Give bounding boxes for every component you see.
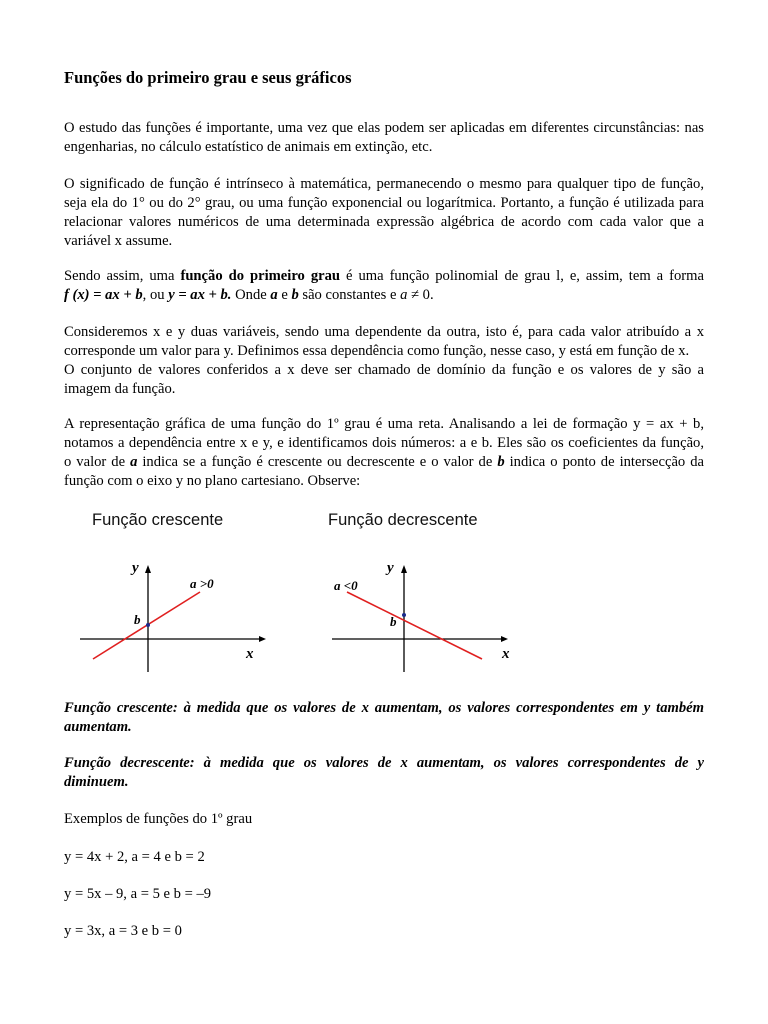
text-span: indica se a função é crescente ou decrescente e o valor de xyxy=(137,454,498,470)
y-axis-arrow xyxy=(145,565,151,573)
text-line xyxy=(64,286,704,305)
text-line: notamos a dependência entre x e y, e identificamos dois números: a e b. Eles são os coeficientes da função, xyxy=(64,435,704,451)
text-line: O conjunto de valores conferidos a x deve ser chamado de domínio da função e os valores de y são a xyxy=(64,362,704,378)
text-line xyxy=(64,267,704,286)
text-line: imagem da função. xyxy=(64,381,176,397)
chart-increasing xyxy=(80,552,270,672)
y-axis-label: y xyxy=(132,560,139,576)
text-line: Função crescente: à medida que os valores de x aumentam, os valores correspondentes em y também xyxy=(64,700,704,716)
text-span: é uma função polinomial de grau l, e, assim, tem a forma xyxy=(340,268,704,284)
text-span: e xyxy=(277,287,292,303)
text-line: O estudo das funções é importante, uma vez que elas podem ser aplicadas em diferentes circunstâncias: nas xyxy=(64,120,704,136)
page-title: Funções do primeiro grau e seus gráficos xyxy=(64,68,352,87)
text-line: variável x assume. xyxy=(64,233,173,249)
term-highlight: função do primeiro grau xyxy=(180,268,341,284)
paragraph-decreasing-def xyxy=(64,754,704,792)
text-span: Onde xyxy=(231,287,271,303)
text-span: o valor de xyxy=(64,454,131,470)
text-line: relacionar valores numéricos de uma determinada expressão algébrica de acordo com cada valor que a xyxy=(64,214,704,230)
text-span: ≠ 0. xyxy=(407,287,434,303)
intercept-label: b xyxy=(390,614,397,629)
text-line: O significado de função é intrínseco à matemática, permanecendo o mesmo para qualquer tipo de função, xyxy=(64,176,704,192)
example-item: y = 5x – 9, a = 5 e b = –9 xyxy=(64,886,212,902)
intercept-point xyxy=(402,613,406,617)
var-a: a xyxy=(130,454,138,470)
text-line: A representação gráfica de uma função do 1º grau é uma reta. Analisando a lei de formação y = ax + b, xyxy=(64,416,704,432)
paragraph-increasing-def xyxy=(64,699,704,737)
example-item: y = 3x, a = 3 e b = 0 xyxy=(64,923,182,939)
x-axis-arrow xyxy=(259,636,266,642)
text-line xyxy=(64,453,704,472)
slope-label: a >0 xyxy=(190,576,214,591)
x-axis-arrow xyxy=(501,636,508,642)
text-line: seja ela do 1° ou do 2° grau, ou uma função exponencial ou logarítmica. Portanto, a função é utilizada para xyxy=(64,195,704,211)
formula-fx: f (x) = ax + b xyxy=(64,287,143,303)
text-line: corresponde um valor para y. Definimos essa dependência como função, nesse caso, y está em função de x. xyxy=(64,343,690,359)
text-span: Sendo assim, uma xyxy=(64,268,181,284)
text-line: função com o eixo y no plano cartesiano. Observe: xyxy=(64,473,361,489)
paragraph-definition xyxy=(64,267,704,305)
paragraph-intro xyxy=(64,119,704,157)
text-line: Consideremos x e y duas variáveis, sendo uma dependente da outra, isto é, para cada valor atribuído a x xyxy=(64,324,704,340)
y-axis-arrow xyxy=(401,565,407,573)
chart-title-decreasing: Função decrescente xyxy=(328,511,478,529)
example-item: y = 4x + 2, a = 4 e b = 2 xyxy=(64,849,205,865)
chart-title-increasing: Função crescente xyxy=(92,511,224,529)
examples-heading: Exemplos de funções do 1º grau xyxy=(64,811,253,827)
text-line: aumentam. xyxy=(64,719,132,735)
paragraph-variables xyxy=(64,323,704,399)
chart-decreasing xyxy=(318,552,518,672)
intercept-label: b xyxy=(134,612,141,627)
x-axis-label: x xyxy=(502,646,510,662)
slope-label: a <0 xyxy=(334,578,358,593)
text-line: engenharias, no cálculo estatístico de animais em extinção, etc. xyxy=(64,139,433,155)
x-axis-label: x xyxy=(246,646,254,662)
paragraph-graph xyxy=(64,415,704,491)
var-a: a xyxy=(400,287,408,303)
text-span: , ou xyxy=(142,287,169,303)
text-span: são constantes e xyxy=(298,287,401,303)
text-span: indica o ponto de intersecção da xyxy=(504,454,704,470)
intercept-point xyxy=(146,623,150,627)
paragraph-meaning xyxy=(64,175,704,251)
text-line: Função decrescente: à medida que os valores de x aumentam, os valores correspondentes de y xyxy=(64,755,704,771)
var-b: b xyxy=(497,454,505,470)
var-a: a xyxy=(270,287,278,303)
var-b: b xyxy=(291,287,299,303)
text-line: diminuem. xyxy=(64,774,129,790)
formula-y: y = ax + b. xyxy=(168,287,232,303)
function-line xyxy=(347,592,482,659)
y-axis-label: y xyxy=(387,560,394,576)
